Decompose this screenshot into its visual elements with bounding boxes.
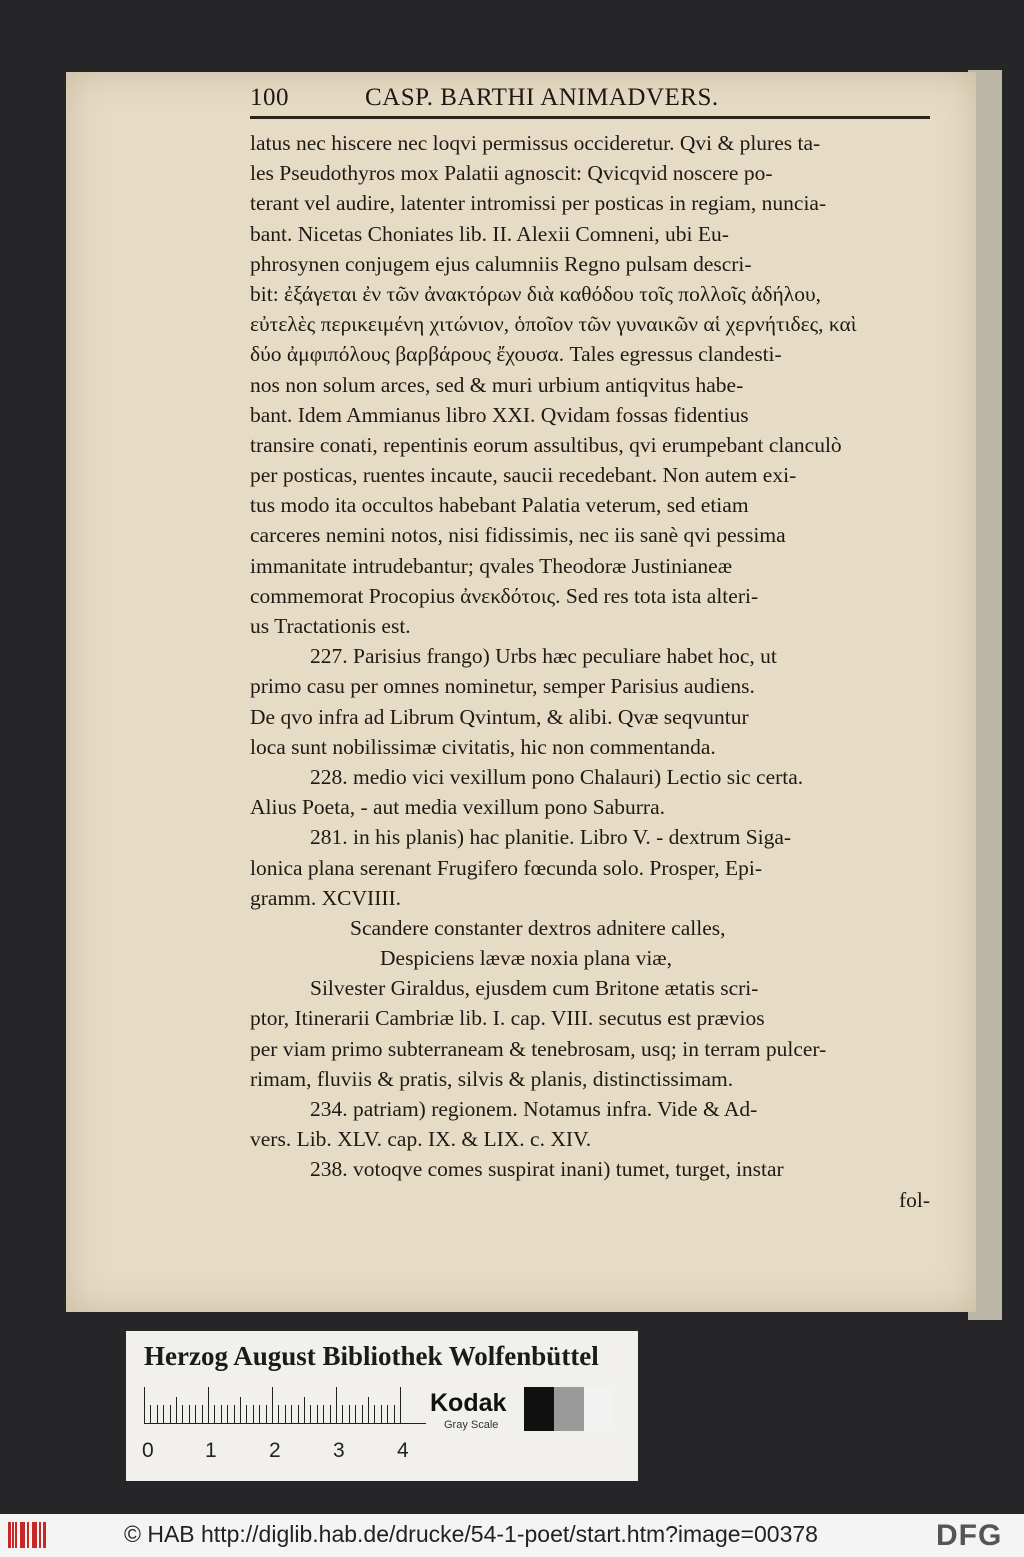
ruler-tick	[170, 1405, 171, 1423]
text-line: 228. medio vici vexillum pono Chalauri) Lectio sic certa.	[310, 764, 804, 789]
text-line: phrosynen conjugem ejus calumniis Regno pulsam descri-	[250, 251, 752, 276]
ruler-number-4: 4	[397, 1439, 409, 1462]
ruler-tick	[221, 1405, 222, 1423]
text-line: Alius Poeta, - aut media vexillum pono Saburra.	[250, 795, 665, 820]
ruler-tick	[266, 1405, 267, 1423]
text-line: les Pseudothyros mox Palatii agnoscit: Qvicqvid noscere po-	[250, 161, 773, 186]
ruler-tick	[278, 1405, 279, 1423]
ruler-tick	[240, 1397, 241, 1423]
body-text	[250, 128, 940, 1215]
text-line: ptor, Itinerarii Cambriæ lib. I. cap. VIII. secutus est prævios	[250, 1006, 765, 1031]
text-line: 238. votoqve comes suspirat inani) tumet, turget, instar	[310, 1157, 784, 1182]
ruler-tick	[182, 1405, 183, 1423]
page-header	[250, 76, 870, 116]
dfg-logo: DFG	[936, 1519, 1003, 1552]
measuring-ruler	[144, 1385, 426, 1423]
ruler-tick	[259, 1405, 260, 1423]
text-line: δύο ἀμφιπόλους βαρβάρους ἔχουσα. Tales egressus clandesti-	[250, 342, 782, 367]
ruler-tick	[246, 1405, 247, 1423]
ruler-baseline	[144, 1423, 426, 1424]
ruler-tick	[208, 1387, 209, 1423]
ruler-tick	[387, 1405, 388, 1423]
ruler-tick	[291, 1405, 292, 1423]
text-line: us Tractationis est.	[250, 614, 411, 638]
ruler-tick	[381, 1405, 382, 1423]
ruler-tick	[144, 1387, 145, 1423]
ruler-tick	[227, 1405, 228, 1423]
ruler-tick	[285, 1405, 286, 1423]
page-number: 100	[250, 84, 289, 111]
ruler-number-0: 0	[142, 1439, 154, 1462]
copyright-link[interactable]: © HAB http://diglib.hab.de/drucke/54-1-poet/start.htm?image=00378	[124, 1521, 818, 1547]
text-line: tus modo ita occultos habebant Palatia veterum, sed etiam	[250, 493, 749, 518]
ruler-tick	[304, 1397, 305, 1423]
ruler-tick	[214, 1405, 215, 1423]
kodak-logo: Kodak	[430, 1389, 507, 1417]
ruler-tick	[374, 1405, 375, 1423]
text-line: per viam primo subterraneam & tenebrosam, usq; in terram pulcer-	[250, 1036, 827, 1061]
text-line: loca sunt nobilissimæ civitatis, hic non commentanda.	[250, 734, 716, 759]
ruler-tick	[202, 1405, 203, 1423]
text-line: vers. Lib. XLV. cap. IX. & LIX. c. XIV.	[250, 1127, 592, 1152]
ruler-tick	[253, 1405, 254, 1423]
text-line: terant vel audire, latenter intromissi per posticas in regiam, nuncia-	[250, 191, 827, 216]
ruler-tick	[336, 1387, 337, 1423]
gray-swatch-white	[584, 1387, 614, 1431]
barcode-icon	[8, 1522, 48, 1548]
ruler-tick	[234, 1405, 235, 1423]
ruler-tick	[150, 1405, 151, 1423]
gray-swatch-black	[524, 1387, 554, 1431]
text-line: bit: ἐξάγεται ἐν τῶν ἀνακτόρων διὰ καθόδου τοῖς πολλοῖς ἀδήλου,	[250, 281, 821, 306]
text-line: 227. Parisius frango) Urbs hæc peculiare habet hoc, ut	[310, 644, 777, 669]
text-line: transire conati, repentinis eorum assultibus, qvi erumpebant clanculò	[250, 432, 842, 457]
ruler-tick	[317, 1405, 318, 1423]
ruler-number-2: 2	[269, 1439, 281, 1462]
library-name: Herzog August Bibliothek Wolfenbüttel	[144, 1341, 599, 1371]
ruler-number-1: 1	[205, 1439, 217, 1462]
library-label-card	[126, 1331, 638, 1481]
ruler-tick	[195, 1405, 196, 1423]
text-line: lonica plana serenant Frugifero fœcunda solo. Prosper, Epi-	[250, 855, 763, 880]
ruler-tick	[157, 1405, 158, 1423]
gray-scale-caption: Gray Scale	[444, 1419, 499, 1431]
text-line: commemorat Procopius ἀνεκδότοις. Sed res tota ista alteri-	[250, 583, 759, 608]
ruler-tick	[342, 1405, 343, 1423]
ruler-tick	[189, 1405, 190, 1423]
text-line: primo casu per omnes nominetur, semper Parisius audiens.	[250, 674, 755, 699]
text-line: rimam, fluviis & pratis, silvis & planis, distinctissimam.	[250, 1066, 734, 1091]
ruler-tick	[310, 1405, 311, 1423]
ruler-tick	[355, 1405, 356, 1423]
ruler-number-3: 3	[333, 1439, 345, 1462]
ruler-tick	[323, 1405, 324, 1423]
footer-bar	[0, 1514, 1024, 1557]
ruler-tick	[272, 1387, 273, 1423]
ruler-tick	[400, 1387, 401, 1423]
text-line: fol-	[898, 1187, 930, 1212]
header-rule	[250, 116, 930, 119]
text-line: 281. in his planis) hac planitie. Libro V. - dextrum Siga-	[310, 825, 792, 850]
ruler-tick	[176, 1397, 177, 1423]
ruler-tick	[163, 1405, 164, 1423]
text-line: per posticas, ruentes incaute, saucii recedebant. Non autem exi-	[250, 463, 797, 488]
text-line: Silvester Giraldus, ejusdem cum Britone ætatis scri-	[310, 976, 759, 1001]
text-line: εὐτελὲς περικειμένη χιτώνιον, ὁποῖον τῶν γυναικῶν αἱ χερνήτιδες, καὶ	[250, 312, 857, 337]
ruler-tick	[394, 1405, 395, 1423]
ruler-tick	[298, 1405, 299, 1423]
text-line: carceres nemini notos, nisi fidissimis, nec iis sanè qvi pessima	[250, 523, 786, 548]
text-line: nos non solum arces, sed & muri urbium antiqvitus habe-	[250, 372, 744, 397]
ruler-tick	[330, 1405, 331, 1423]
running-head: CASP. BARTHI ANIMADVERS.	[365, 84, 719, 111]
ruler-tick	[368, 1397, 369, 1423]
text-line: latus nec hiscere nec loqvi permissus occideretur. Qvi & plures ta-	[250, 131, 821, 155]
text-line: immanitate intrudebantur; qvales Theodoræ Justinianeæ	[250, 553, 733, 578]
gray-swatch-mid	[554, 1387, 584, 1431]
text-line: Scandere constanter dextros adnitere calles,	[350, 915, 726, 940]
text-line: bant. Idem Ammianus libro XXI. Qvidam fossas fidentius	[250, 402, 749, 427]
text-line: 234. patriam) regionem. Notamus infra. Vide & Ad-	[310, 1097, 758, 1121]
ruler-tick	[349, 1405, 350, 1423]
text-line: gramm. XCVIIII.	[250, 885, 402, 910]
text-line: De qvo infra ad Librum Qvintum, & alibi. Qvæ seqvuntur	[250, 704, 749, 729]
text-line: Despiciens lævæ noxia plana viæ,	[380, 946, 673, 971]
text-line: bant. Nicetas Choniates lib. II. Alexii Comneni, ubi Eu-	[250, 221, 729, 246]
ruler-tick	[362, 1405, 363, 1423]
